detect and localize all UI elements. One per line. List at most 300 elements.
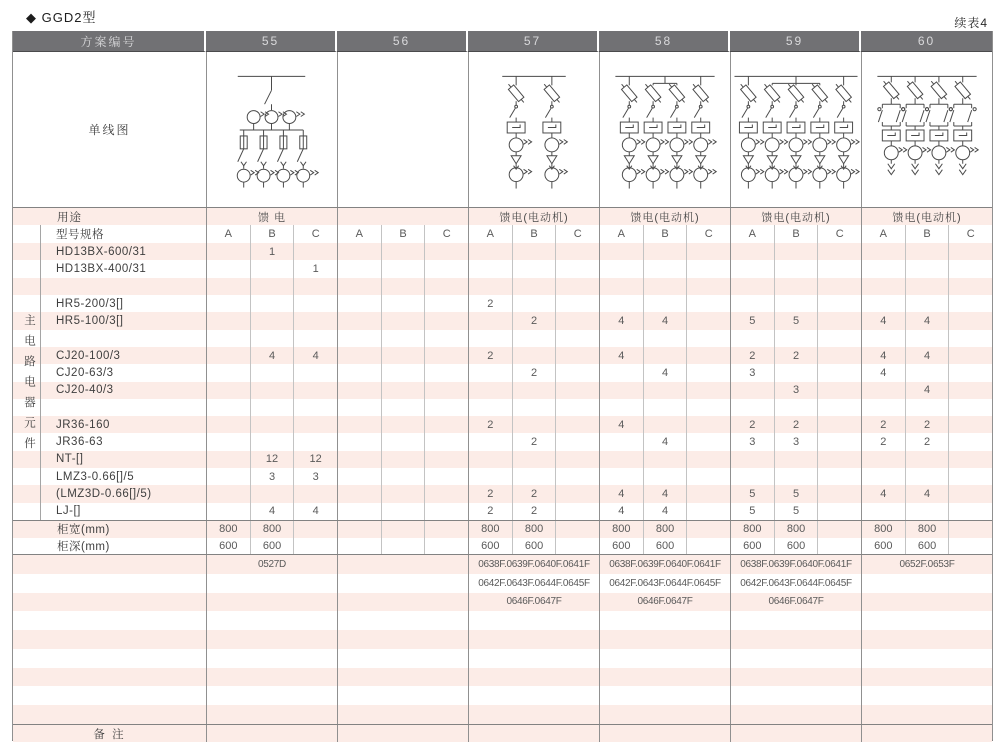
- remark-cell-56: [337, 725, 468, 742]
- qty-cell-58-A: 4: [618, 505, 625, 518]
- qty-cell-60-B: [905, 243, 949, 260]
- component-label: HR5-200/3[]: [56, 297, 124, 310]
- qty-cell-55-C: [293, 399, 337, 416]
- circuit-number-cell-56: [337, 686, 468, 705]
- component-row-JR36-160: [13, 416, 992, 433]
- qty-cell-55-B: [250, 485, 294, 502]
- qty-cell-58-C: [686, 399, 730, 416]
- diagram-row-label: 单线图: [88, 123, 131, 137]
- spec-header-label: 型号规格: [56, 229, 104, 241]
- qty-cell-55-B: [250, 260, 294, 277]
- size-cell-58-B: 800: [643, 521, 687, 538]
- qty-col-56: [337, 330, 468, 347]
- qty-cell-60-B: 4: [905, 347, 949, 364]
- qty-cell-56-B: [381, 485, 425, 502]
- component-label-cell: [13, 312, 206, 329]
- circuit-number-cell-55: [206, 611, 337, 630]
- qty-cell-58-A: [600, 451, 643, 468]
- qty-cell-57-B: [512, 399, 556, 416]
- qty-cell-58-C: [686, 260, 730, 277]
- qty-cell-57-B: [512, 468, 556, 485]
- spec-subheader-col-59: [730, 225, 861, 243]
- single-line-diagram-58: [599, 52, 730, 207]
- qty-cell-56-A: [338, 468, 381, 485]
- qty-cell-59-B: [774, 295, 818, 312]
- qty-cell-60-B: [905, 399, 949, 416]
- qty-cell-60-C: [948, 485, 992, 502]
- qty-cell-55-A: [207, 416, 250, 433]
- qty-col-56: [337, 312, 468, 329]
- qty-cell-55-B: 12: [250, 451, 294, 468]
- qty-cell-60-C: [948, 278, 992, 295]
- qty-cell-58-B: [643, 330, 687, 347]
- qty-cell-57-A: [469, 451, 512, 468]
- qty-col-59: [730, 278, 861, 295]
- diagram-svg-56: [338, 52, 468, 207]
- qty-col-55: [206, 451, 337, 468]
- circuit-number-cell-57: [468, 668, 599, 687]
- qty-col-57: [468, 451, 599, 468]
- usage-value-col-59: 馈电(电动机): [730, 208, 861, 225]
- qty-col-57: [468, 312, 599, 329]
- qty-cell-58-A: [600, 468, 643, 485]
- qty-cell-57-A: [469, 278, 512, 295]
- component-row-empty: [13, 330, 992, 347]
- qty-cell-56-C: [424, 416, 468, 433]
- qty-cell-59-A: [731, 468, 774, 485]
- qty-cell-58-B: [643, 347, 687, 364]
- qty-cell-56-C: [424, 243, 468, 260]
- qty-cell-57-A: [469, 243, 512, 260]
- qty-col-59: [730, 503, 861, 520]
- spec-header-label-cell: [13, 225, 206, 243]
- qty-col-55: [206, 382, 337, 399]
- spec-subheader-col-55: [206, 225, 337, 243]
- component-row-CJ20-63-3: [13, 364, 992, 381]
- qty-cell-60-C: [948, 347, 992, 364]
- single-line-diagram-60: [861, 52, 992, 207]
- circuit-number-cell-55: [206, 686, 337, 705]
- component-row-LJ: [13, 503, 992, 520]
- diagram-svg-60: [862, 52, 992, 207]
- component-label: [41, 278, 206, 295]
- qty-cell-59-C: [817, 295, 861, 312]
- component-row-HR5-100-3: [13, 312, 992, 329]
- qty-cell-59-C: [817, 382, 861, 399]
- qty-cell-60-B: [905, 330, 949, 347]
- qty-cell-57-A: 2: [487, 297, 494, 310]
- qty-col-58: [599, 312, 730, 329]
- cabinet-size-label: 柜宽(mm): [57, 524, 110, 537]
- qty-cell-58-A: [600, 243, 643, 260]
- qty-cell-60-A: [862, 278, 905, 295]
- qty-cell-56-A: [338, 295, 381, 312]
- component-label: NT-[]: [56, 453, 84, 466]
- qty-cell-57-C: [555, 399, 599, 416]
- qty-cell-57-B: [512, 278, 556, 295]
- qty-cell-60-C: [948, 416, 992, 433]
- circuit-number-cell-59: [730, 668, 861, 687]
- remark-cell-60: [861, 725, 992, 742]
- size-cell-59-A: 800: [743, 523, 762, 536]
- qty-col-56: [337, 347, 468, 364]
- component-label-cell: [13, 416, 206, 433]
- page-title-row: [0, 0, 995, 31]
- qty-col-55: [206, 468, 337, 485]
- qty-cell-59-A: 2: [749, 349, 756, 362]
- qty-cell-59-B: 5: [774, 503, 818, 520]
- qty-col-57: [468, 347, 599, 364]
- qty-cell-59-A: [731, 260, 774, 277]
- gutter-cell: [13, 225, 41, 243]
- circuit-number-cell-56: [337, 593, 468, 612]
- gutter-cell: [13, 243, 41, 260]
- qty-cell-57-C: [555, 382, 599, 399]
- qty-cell-55-A: [207, 312, 250, 329]
- circuit-number-cell-57: 0646F.0647F: [468, 593, 599, 612]
- qty-cell-57-A: [469, 433, 512, 450]
- qty-cell-55-C: [293, 312, 337, 329]
- qty-cell-57-A: 2: [487, 505, 494, 518]
- circuit-number-row: [13, 574, 992, 593]
- circuit-number-section: [13, 554, 992, 724]
- component-label: HD13BX-600/31: [56, 245, 147, 258]
- qty-cell-56-C: [424, 364, 468, 381]
- circuit-number-cell-59: 0642F.0643F.0644F.0645F: [730, 574, 861, 593]
- qty-cell-56-A: [338, 260, 381, 277]
- gutter-cell: [13, 278, 41, 295]
- component-row-HD13BX-400-31: [13, 260, 992, 277]
- component-label-cell: [13, 330, 206, 347]
- qty-col-58: [599, 399, 730, 416]
- qty-cell-60-C: [948, 295, 992, 312]
- qty-cell-58-B: [643, 243, 687, 260]
- qty-cell-57-B: [512, 243, 556, 260]
- circuit-number-cell-57: [468, 686, 599, 705]
- component-label: HR5-100/3[]: [56, 314, 124, 327]
- qty-cell-56-B: [381, 416, 425, 433]
- qty-col-57: [468, 433, 599, 450]
- qty-cell-55-B: [250, 382, 294, 399]
- qty-cell-58-C: [686, 503, 730, 520]
- qty-cell-56-A: [338, 330, 381, 347]
- qty-col-56: [337, 295, 468, 312]
- qty-cell-57-B: [512, 330, 556, 347]
- qty-cell-57-C: [555, 330, 599, 347]
- gutter-cell: [13, 485, 41, 502]
- qty-cell-57-C: [555, 260, 599, 277]
- qty-cell-59-B: 5: [774, 312, 818, 329]
- qty-cell-59-C: [817, 503, 861, 520]
- qty-col-55: [206, 485, 337, 502]
- qty-cell-57-B: [512, 295, 556, 312]
- qty-cell-59-C: [817, 312, 861, 329]
- qty-cell-57-C: [555, 433, 599, 450]
- size-cell-56-A: [338, 538, 381, 555]
- component-row-NT: [13, 451, 992, 468]
- component-label-cell: [13, 382, 206, 399]
- qty-cell-55-B: [250, 278, 294, 295]
- qty-cell-55-A: [207, 347, 250, 364]
- circuit-number-cell-58: 0646F.0647F: [599, 593, 730, 612]
- qty-cell-55-A: [207, 330, 250, 347]
- component-label: CJ20-40/3: [56, 384, 114, 397]
- qty-cell-57-C: [555, 468, 599, 485]
- qty-cell-55-C: 4: [293, 347, 337, 364]
- size-cell-56-C: [424, 538, 468, 555]
- qty-cell-59-A: [731, 382, 774, 399]
- qty-cell-55-C: [293, 433, 337, 450]
- component-row-JR36-63: [13, 433, 992, 450]
- cabinet-size-row: [13, 538, 992, 555]
- gutter-cell: [13, 433, 41, 450]
- qty-col-56: [337, 416, 468, 433]
- circuit-number-cell-56: [337, 611, 468, 630]
- cabinet-size-label: 柜深(mm): [57, 540, 110, 553]
- qty-cell-55-B: [250, 295, 294, 312]
- qty-cell-55-A: [207, 260, 250, 277]
- qty-cell-60-B: [905, 278, 949, 295]
- size-cell-57-B: 800: [512, 521, 556, 538]
- qty-cell-56-C: [424, 433, 468, 450]
- circuit-number-cell-58: [599, 668, 730, 687]
- size-cell-58-C: [686, 538, 730, 555]
- qty-col-59: [730, 451, 861, 468]
- gutter-cell: [13, 382, 41, 399]
- qty-col-56: [337, 364, 468, 381]
- circuit-number-cell-60: [861, 574, 992, 593]
- qty-cell-56-B: [381, 260, 425, 277]
- component-label-cell: [13, 364, 206, 381]
- size-cell-60-B: 800: [905, 521, 949, 538]
- qty-cell-58-B: 4: [643, 503, 687, 520]
- size-col-58: [599, 521, 730, 538]
- qty-col-60: [861, 399, 992, 416]
- qty-cell-59-B: 2: [774, 416, 818, 433]
- qty-col-57: [468, 364, 599, 381]
- qty-cell-55-C: [293, 416, 337, 433]
- qty-cell-56-A: [338, 382, 381, 399]
- component-label-cell: [13, 468, 206, 485]
- diagram-svg-58: [600, 52, 730, 207]
- qty-cell-55-A: [207, 433, 250, 450]
- component-label: LJ-[]: [56, 505, 81, 518]
- qty-col-55: [206, 295, 337, 312]
- main-circuit-components-side-label: 主电路电器元件: [23, 314, 35, 458]
- qty-cell-56-C: [424, 382, 468, 399]
- qty-cell-60-A: 4: [880, 366, 887, 379]
- qty-cell-56-C: [424, 485, 468, 502]
- qty-cell-58-B: [643, 451, 687, 468]
- qty-cell-60-B: [905, 468, 949, 485]
- size-cell-60-A: 600: [874, 539, 893, 552]
- qty-cell-57-A: [469, 382, 512, 399]
- component-row-LMZ3-0-66-5: [13, 468, 992, 485]
- single-line-diagram-55: [206, 52, 337, 207]
- qty-col-58: [599, 243, 730, 260]
- usage-value-col-60: 馈电(电动机): [861, 208, 992, 225]
- qty-cell-60-B: [905, 295, 949, 312]
- qty-cell-59-A: 5: [749, 505, 756, 518]
- circuit-number-cell-56: [337, 574, 468, 593]
- circuit-number-cell-57: [468, 705, 599, 724]
- qty-cell-58-C: [686, 364, 730, 381]
- qty-cell-55-C: [293, 295, 337, 312]
- qty-cell-59-C: [817, 260, 861, 277]
- component-section: [13, 243, 992, 520]
- qty-col-56: [337, 468, 468, 485]
- subcol-header-C: C: [948, 225, 992, 243]
- header-scheme-57: 57: [468, 31, 599, 52]
- qty-cell-59-C: [817, 468, 861, 485]
- component-label: CJ20-63/3: [56, 366, 114, 379]
- qty-col-58: [599, 468, 730, 485]
- qty-cell-58-A: [600, 260, 643, 277]
- qty-cell-58-B: [643, 416, 687, 433]
- qty-cell-59-B: [774, 278, 818, 295]
- qty-col-58: [599, 364, 730, 381]
- qty-col-55: [206, 416, 337, 433]
- qty-col-56: [337, 278, 468, 295]
- qty-cell-57-A: [469, 364, 512, 381]
- size-cell-58-B: 600: [643, 538, 687, 555]
- qty-cell-56-A: [338, 278, 381, 295]
- qty-col-58: [599, 347, 730, 364]
- qty-cell-57-A: [469, 468, 512, 485]
- qty-cell-56-B: [381, 468, 425, 485]
- qty-col-60: [861, 433, 992, 450]
- qty-col-58: [599, 433, 730, 450]
- qty-col-58: [599, 451, 730, 468]
- qty-col-55: [206, 399, 337, 416]
- component-label: JR36-63: [56, 436, 103, 449]
- qty-cell-56-B: [381, 382, 425, 399]
- qty-cell-55-A: [207, 485, 250, 502]
- qty-col-60: [861, 243, 992, 260]
- qty-cell-56-C: [424, 451, 468, 468]
- qty-col-57: [468, 330, 599, 347]
- qty-cell-59-C: [817, 243, 861, 260]
- qty-col-60: [861, 382, 992, 399]
- qty-col-58: [599, 330, 730, 347]
- qty-cell-56-B: [381, 278, 425, 295]
- size-col-55: [206, 521, 337, 538]
- gutter-cell: [13, 468, 41, 485]
- qty-col-59: [730, 416, 861, 433]
- qty-cell-60-A: [862, 382, 905, 399]
- qty-col-55: [206, 364, 337, 381]
- circuit-number-cell-59: [730, 686, 861, 705]
- qty-cell-58-C: [686, 416, 730, 433]
- qty-cell-57-C: [555, 503, 599, 520]
- qty-col-57: [468, 503, 599, 520]
- subcol-header-B: B: [512, 225, 556, 243]
- qty-col-60: [861, 330, 992, 347]
- qty-col-60: [861, 364, 992, 381]
- qty-col-59: [730, 433, 861, 450]
- qty-cell-55-C: 4: [293, 503, 337, 520]
- size-cell-59-C: [817, 521, 861, 538]
- qty-cell-57-B: [512, 382, 556, 399]
- gutter-cell: [13, 451, 41, 468]
- circuit-number-cell-60: 0652F.0653F: [861, 555, 992, 574]
- qty-cell-55-A: [207, 278, 250, 295]
- qty-col-56: [337, 451, 468, 468]
- circuit-number-cell-57: 0642F.0643F.0644F.0645F: [468, 574, 599, 593]
- qty-col-59: [730, 243, 861, 260]
- size-col-57: [468, 521, 599, 538]
- component-label-cell: [13, 503, 206, 520]
- qty-col-57: [468, 416, 599, 433]
- component-label: LMZ3-0.66[]/5: [56, 470, 135, 483]
- qty-cell-59-B: [774, 468, 818, 485]
- qty-cell-59-B: [774, 399, 818, 416]
- size-cell-57-A: 800: [481, 523, 500, 536]
- qty-col-58: [599, 503, 730, 520]
- qty-cell-58-A: [600, 278, 643, 295]
- subcol-header-C: C: [293, 225, 337, 243]
- size-cell-56-A: [338, 521, 381, 538]
- qty-col-56: [337, 433, 468, 450]
- circuit-number-cell-60: [861, 649, 992, 668]
- circuit-label-spacer: [13, 705, 206, 724]
- qty-cell-56-A: [338, 347, 381, 364]
- qty-cell-58-A: [600, 364, 643, 381]
- qty-cell-55-B: 1: [250, 243, 294, 260]
- qty-cell-57-B: [512, 260, 556, 277]
- qty-cell-55-B: [250, 364, 294, 381]
- size-col-57: [468, 538, 599, 555]
- component-row-CJ20-100-3: [13, 347, 992, 364]
- qty-cell-58-A: 4: [618, 488, 625, 501]
- qty-cell-56-C: [424, 503, 468, 520]
- qty-col-55: [206, 330, 337, 347]
- diagram-svg-59: [731, 52, 861, 207]
- qty-col-59: [730, 468, 861, 485]
- qty-cell-57-C: [555, 312, 599, 329]
- qty-cell-60-C: [948, 468, 992, 485]
- qty-cell-59-C: [817, 399, 861, 416]
- size-cell-57-B: 600: [512, 538, 556, 555]
- circuit-number-row: [13, 686, 992, 705]
- qty-cell-56-A: [338, 399, 381, 416]
- size-cell-60-A: 800: [874, 523, 893, 536]
- gutter-cell: [13, 330, 41, 347]
- qty-cell-58-B: [643, 382, 687, 399]
- circuit-label-spacer: [13, 611, 206, 630]
- remark-cell-55: [206, 725, 337, 742]
- qty-cell-58-C: [686, 347, 730, 364]
- qty-cell-59-C: [817, 451, 861, 468]
- circuit-number-row: [13, 649, 992, 668]
- qty-cell-59-B: [774, 260, 818, 277]
- circuit-number-cell-58: [599, 705, 730, 724]
- size-col-55: [206, 538, 337, 555]
- size-cell-59-A: 600: [743, 539, 762, 552]
- remark-cell-57: [468, 725, 599, 742]
- qty-col-59: [730, 364, 861, 381]
- qty-cell-60-B: [905, 260, 949, 277]
- qty-col-58: [599, 260, 730, 277]
- qty-col-59: [730, 399, 861, 416]
- size-col-58: [599, 538, 730, 555]
- qty-cell-57-A: [469, 312, 512, 329]
- qty-cell-55-C: 3: [293, 468, 337, 485]
- qty-cell-57-A: 2: [487, 418, 494, 431]
- qty-cell-60-B: [905, 451, 949, 468]
- component-label-cell: [13, 295, 206, 312]
- gutter-cell: [13, 416, 41, 433]
